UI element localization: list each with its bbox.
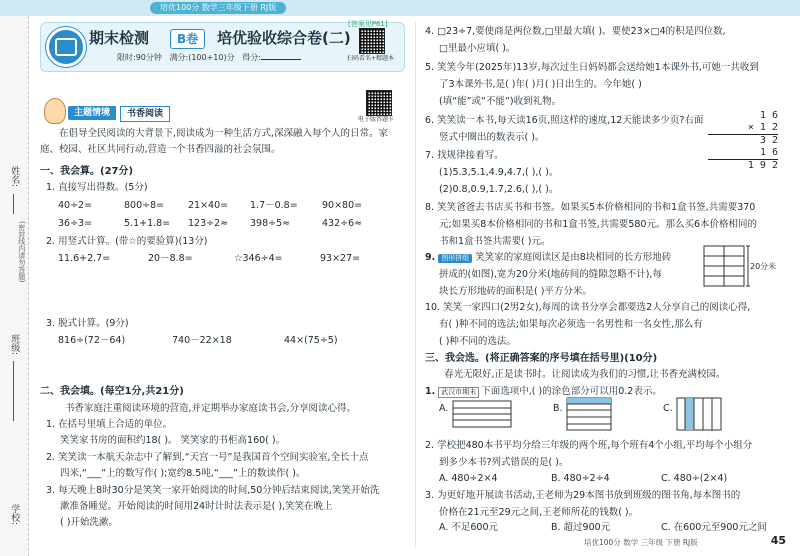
vcalc-line: 1 6 bbox=[759, 110, 778, 121]
option-c-figure bbox=[676, 397, 722, 433]
r-q8-line3: 书和1盒书签共需要( )元。 bbox=[439, 236, 551, 247]
cut-line-note: (密封线内请勿答题) bbox=[17, 221, 26, 283]
exam-header bbox=[40, 22, 405, 72]
s3q1-tag: 武汉市期末 bbox=[438, 387, 479, 398]
s2q2-line1: 2. 笑笑读一本航天杂志中了解到,“天宫一号”是我国首个空间实验室,全长十点 bbox=[46, 452, 369, 463]
option-c[interactable]: C. 480÷(2×4) bbox=[661, 473, 728, 484]
tile-diagram bbox=[702, 244, 794, 290]
r-q8-line1: 8. 笑笑爸爸去书店买书和书签。如果买5本价格相同的书和1盒书签,共需要370 bbox=[425, 202, 756, 213]
time-limit: 限时:90分钟 bbox=[117, 53, 162, 62]
paper-badge: B卷 bbox=[170, 29, 205, 49]
tile-dimension: 20分米 bbox=[750, 262, 777, 271]
topic-badge: 主题情境 bbox=[68, 106, 116, 120]
calc-item: 432÷6≈ bbox=[322, 218, 363, 229]
section2-title: 二、我会填。(每空1分,共21分) bbox=[40, 386, 184, 397]
series-label: 培优100分 数学三年级下册 RJ版 bbox=[150, 2, 286, 14]
vertical-calc-item: 20－8.8= bbox=[148, 253, 193, 264]
class-label: 班级: bbox=[9, 334, 20, 356]
option-b[interactable]: B. 480÷2÷4 bbox=[551, 473, 610, 484]
r-q7-line2: (2)0.8,0.9,1.7,2.6,( ),( )。 bbox=[439, 184, 559, 195]
option-b-figure bbox=[566, 397, 612, 433]
vcalc-line: 1 9 2 bbox=[747, 160, 778, 171]
calc-item: 90×80= bbox=[322, 200, 363, 211]
s2q2-line2: 四米,“___”上的数写作( );宽约8.5吨,“___”上的数读作( )。 bbox=[60, 468, 306, 479]
section2-story: 书香家庭注重阅读环境的营造,并定期举办家庭读书会,分享阅读心得。 bbox=[65, 403, 357, 414]
calc-item: 800÷8= bbox=[124, 200, 165, 211]
page-number: 45 bbox=[770, 534, 786, 547]
calc-item: 123÷2≈ bbox=[188, 218, 229, 229]
s3q1-line: 1. 武汉市期末 下面选项中,( )的涂色部分可以用0.2表示。 bbox=[425, 386, 662, 397]
student-avatar-icon bbox=[44, 98, 66, 124]
score-line bbox=[261, 59, 301, 60]
stepwise-item: 44×(75÷5) bbox=[284, 335, 338, 346]
option-c[interactable]: C. 在600元至900元之间 bbox=[661, 522, 767, 533]
s2q3-line1: 3. 每天晚上8时30分是笑笑一家开始阅读的时间,50分钟后结束阅读,笑笑开始洗 bbox=[46, 485, 380, 496]
s1q3-title: 3. 脱式计算。(9分) bbox=[46, 318, 129, 329]
r-q5-line2: 了3本课外书,是( )年( )月( )日出生的。今年她( ) bbox=[439, 79, 642, 90]
r-q4-line2: □里最小应填( )。 bbox=[439, 43, 516, 54]
section3-story: 春光无限好,正是读书时。让阅读成为我们的习惯,让书香充满校园。 bbox=[444, 369, 726, 380]
r-q10-line1: 10. 笑笑一家四口(2男2女),每周的读书分享会都要选2人分享自己的阅读心得, bbox=[425, 302, 751, 313]
exam-meta bbox=[117, 53, 301, 63]
r-q10-line2: 有( )种不同的选法;如果每次必须选一名男性和一名女性,那么有 bbox=[439, 319, 703, 330]
s3q1-option-a-label[interactable]: A. bbox=[439, 403, 449, 414]
s3q2-line1: 2. 学校把480本书平均分给三年级的两个班,每个班有4个小组,平均每个小组分 bbox=[425, 440, 753, 451]
school-label: 学校: bbox=[9, 504, 20, 526]
r-q7-title: 7. 找规律接着写。 bbox=[425, 150, 504, 161]
vcalc-line: × 1 2 bbox=[708, 122, 778, 135]
calc-item: 1.7－0.8= bbox=[250, 200, 298, 211]
topic-title: 书香阅读 bbox=[120, 106, 170, 122]
intro-paragraph: 在倡导全民阅读的大背景下,阅读成为一种生活方式,深深融入每个人的日常。家庭、校园、社区共同行动,营造一个书香四溢的社会氛围。 bbox=[40, 128, 389, 155]
option-a[interactable]: A. 不足600元 bbox=[439, 522, 499, 533]
vertical-multiplication bbox=[708, 110, 778, 172]
stepwise-item: 816÷(72－64) bbox=[58, 335, 126, 346]
r-q5-line1: 5. 笑笑今年(2025年)13岁,每次过生日妈妈都会送给她1本课外书,可她一共收到 bbox=[425, 62, 759, 73]
r-q6-line1: 6. 笑笑读一本书,每天读16页,照这样的速度,12天能读多少页?右面 bbox=[425, 115, 704, 126]
vertical-calc-item: 11.6+2.7= bbox=[58, 253, 111, 264]
option-a-figure bbox=[452, 400, 514, 430]
r-q6-line2: 竖式中圈出的数表示( )。 bbox=[439, 132, 545, 143]
vcalc-line: 1 6 bbox=[708, 147, 778, 160]
exam-title: 期末检测 bbox=[89, 29, 150, 47]
calc-item: 21×40= bbox=[188, 200, 229, 211]
r-q9-line2: 拼成的(如图),宽为20分米(地砖间的缝隙忽略不计),每 bbox=[439, 269, 662, 280]
s3q1-option-b-label[interactable]: B. bbox=[553, 403, 563, 414]
top-band bbox=[0, 0, 800, 16]
topic-row bbox=[40, 104, 405, 122]
calc-item: 40÷2= bbox=[58, 200, 93, 211]
footer-text: 培优100分 数学 三年级 下册 RJ版 bbox=[584, 538, 698, 547]
qr-caption: 扫码看名+精题本 bbox=[347, 55, 395, 62]
s2q3-line3: ( )开始洗漱。 bbox=[60, 517, 118, 528]
vertical-calc-item: ☆346÷4= bbox=[234, 253, 283, 264]
s3q1-text: 下面选项中,( )的涂色部分可以用0.2表示。 bbox=[481, 386, 662, 397]
option-a[interactable]: A. 480÷2×4 bbox=[439, 473, 498, 484]
q9-text: 笑笑家的家庭阅读区是由8块相同的长方形地砖 bbox=[475, 252, 672, 263]
r-q5-line3: (填“能”或“不能”)收到礼物。 bbox=[439, 96, 562, 107]
calc-item: 36÷3= bbox=[58, 218, 93, 229]
s3q1-option-c-label[interactable]: C. bbox=[663, 403, 673, 414]
full-score: 满分:(100+10)分 bbox=[169, 53, 235, 62]
class-line bbox=[13, 361, 14, 421]
brand-logo-icon bbox=[46, 27, 86, 67]
binding-margin bbox=[0, 16, 29, 556]
r-q9-line1: 9. 图形拼组 笑笑家的家庭阅读区是由8块相同的长方形地砖 bbox=[425, 252, 672, 263]
s3q3-line2: 价格在21元至29元之间,王老师所花的钱数( )。 bbox=[439, 507, 639, 518]
section1-title: 一、我会算。(27分) bbox=[40, 166, 134, 177]
option-b[interactable]: B. 超过900元 bbox=[551, 522, 611, 533]
r-q4-line1: 4. □23÷7,要使商是两位数,□里最大填( )。要使23×□4的积是四位数, bbox=[425, 26, 726, 37]
exam-subtitle: 培优验收综合卷(二) bbox=[217, 29, 351, 47]
s1q1-title: 1. 直接写出得数。(5分) bbox=[46, 182, 148, 193]
r-q7-line1: (1)5.3,5.1,4.9,4.7,( ),( )。 bbox=[439, 167, 559, 178]
name-line bbox=[13, 194, 14, 214]
s3q3-line1: 3. 为更好地开展读书活动,王老师为29本图书放到班级的图书角,每本图书的 bbox=[425, 490, 741, 501]
calc-item: 398÷5≈ bbox=[250, 218, 291, 229]
r-q8-line2: 元;如果买8本价格相同的书和1盒书签,共需要580元。那么买6本价格相同的 bbox=[439, 219, 757, 230]
stepwise-item: 740－22×18 bbox=[172, 335, 232, 346]
name-label: 姓名: bbox=[9, 166, 20, 188]
q9-tag: 图形拼组 bbox=[438, 254, 472, 263]
r-q10-line3: ( )种不同的选法。 bbox=[439, 336, 516, 347]
score-label: 得分: bbox=[242, 53, 261, 62]
section3-title: 三、我会选。(将正确答案的序号填在括号里)(10分) bbox=[425, 353, 658, 364]
qr-code-icon[interactable] bbox=[359, 28, 385, 54]
s1q2-title: 2. 用竖式计算。(带☆的要验算)(13分) bbox=[46, 236, 208, 247]
column-divider bbox=[415, 22, 416, 547]
vcalc-line: 3 2 bbox=[759, 135, 778, 146]
r-q9-line3: 块长方形地砖的面积是( )平方分米。 bbox=[439, 286, 592, 297]
qr2-caption: 电子版答题卡 bbox=[358, 116, 395, 123]
s3q2-line2: 到多少本书?列式错误的是( )。 bbox=[439, 457, 569, 468]
s2q1-line: 笑笑家书房的面积约18( )。 笑笑家的书柜高160( )。 bbox=[60, 435, 286, 446]
answer-ref: [答案见P61] bbox=[348, 20, 388, 28]
s2q1-title: 1. 在括号里填上合适的单位。 bbox=[46, 419, 173, 430]
s2q3-line2: 漱准备睡觉。开始阅读的时间用24时计时法表示是( ),笑笑在晚上 bbox=[60, 501, 333, 512]
calc-item: 5.1+1.8= bbox=[124, 218, 171, 229]
vertical-calc-item: 93×27= bbox=[320, 253, 361, 264]
